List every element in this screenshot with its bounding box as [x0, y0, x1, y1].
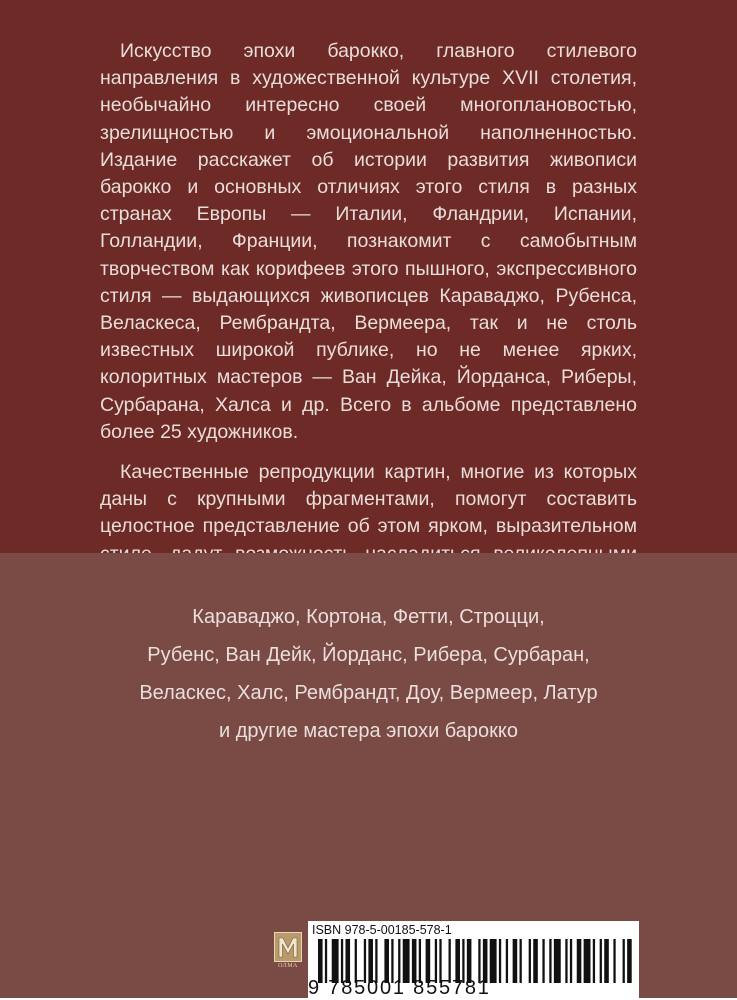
artists-line: и другие мастера эпохи барокко	[218, 720, 519, 742]
isbn-label: ISBN 978-5-00185-578-1	[312, 923, 452, 937]
artists-list	[0, 598, 737, 750]
publisher-logo-mark	[274, 932, 302, 962]
artists-line: Караваджо, Кортона, Фетти, Строцци,	[192, 606, 545, 628]
artists-line: Веласкес, Халс, Рембрандт, Доу, Вермеер, Латур	[139, 682, 598, 704]
description-paragraph-2: Качественные репродукции картин, многие из которых даны с крупными фрагментами, помогут составить целостное представление об этом ярком, выразительном	[100, 461, 637, 538]
isbn-barcode	[308, 921, 639, 998]
artists-line: Рубенс, Ван Дейк, Йорданс, Рибера, Сурбаран,	[147, 644, 590, 666]
publisher-logo-text: ОЛМА	[278, 963, 298, 969]
description-paragraph-1: Искусство эпохи барокко, главного стилевого направления в художественной культуре XVII столетия, необычайно интересно своей многоплановостью, зрелищностью и эмоциональной наполненностью. Издание расскажет об истории развития живописи барокко и основных отличиях этого стиля в разных странах Европы — Италии, Фландрии, Испании, Голландии, Франции, познакомит с самобытным творчеством как корифеев этого пышного, экспрессивного стиля — выдающихся живописцев Караваджо, Рубенса, Веласкеса, Рембрандта, Вермеера, так и не столь известных широкой публике, но не менее ярких, колоритных мастеров — Ван Дейка, Йорданса, Риберы, Сурбарана, Халса и др. Всего в альбоме представлено более 25 художников.	[100, 40, 637, 443]
publisher-logo-icon	[274, 932, 302, 972]
description-text	[100, 38, 637, 595]
barcode-digits: 9 785001 855781	[308, 977, 491, 999]
